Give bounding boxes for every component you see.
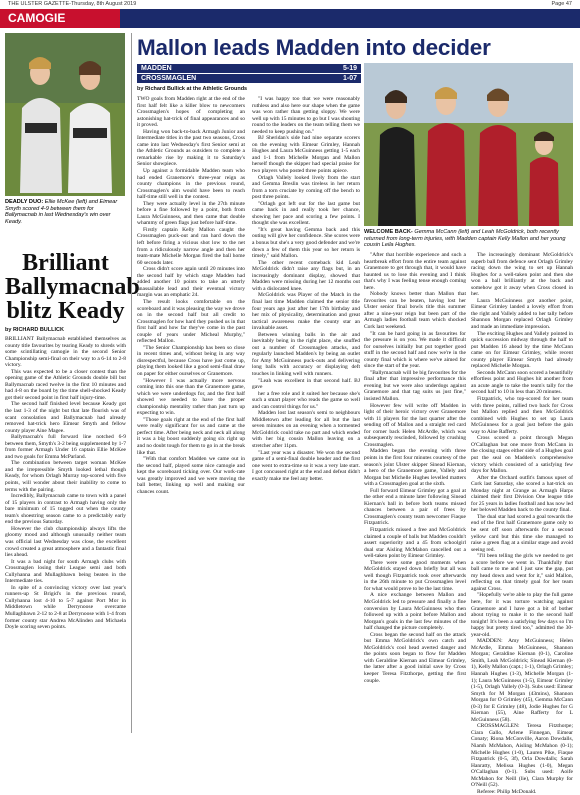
paragraph: Madden began the evening with three points in the first four minutes courtesy of the season's joint Ulster skipper Sinead Kiernan, a hero of the Granemore game, Vallely and Morgan but Michelle Hughes levelled matters with a Crossmaglen goal at the sixth. [364,448,466,488]
paragraph: "It can be hard going in as favourites for the pressure is on you. We made it difficult for ourselves initially but put together good stuff in the second half and now we're in the county final which is where we've aimed for since the start of the year. [364,330,466,370]
main-photo [364,63,573,226]
paragraph: "However I was actually more nervous coming into this one than the Granemore game, which we were underdogs for, and the first half showed we needed to have the proper championship mentality rather than just turn up expecting to win. [137,377,245,417]
paragraph: The dual star had scored a goal towards the end of the first half Granemore game only to be sent off soon afterwards for a second yellow card but this time she managed to raise a green flag at a similar stage and avoid seeing red. [471,513,573,553]
paragraph: "I'll been telling the girls we needed to get a score before we went in. Thankfully that ball came to me and I just saw the gap, put my head down and went for it," said Mallon, reflecting on that timely goal for her team against Cross. [471,553,573,592]
main-story-column-1 [137,96,245,732]
paragraph: A nice exchange between Mallon and McGoldrick led to pressure and finally a fine conversion by Laura McGuinness who then followed up with a point before Mallon and Morgan's goals in the last few minutes of the half changed the picture completely. [364,592,466,632]
paragraph: BRILLIANT Ballymacnab established themselves as county title favourites by tearing Keady to shreds with some scintillating camogie in the second Senior Championship semi-final on their way to a 6-14 to 2-8 victory. [5,336,126,369]
paragraph: Incredibly, Ballymacnab came to town with a panel of 15 players in contrast to Armagh having only the bare minimum of 15 togged out when the county team's shoestring season came to a predictably early end the previous Saturday. [5,493,126,526]
left-photo-caption [5,199,126,225]
paragraph: Cross began the second half on the attack but Emma McGoldrick's own catch and McGoldrick's cool head averted danger and the points soon began to flow for Madden with Geraldine Kiernan and Eimear Grimley, the latter after a good initial save by Cross keeper Teresa Fitzthorpe, getting the first couple. [364,631,466,684]
paragraph: "It's great having Gemma back and this outing will give her confidence. She scores were a bonus but she's a very good defender and we're down a few of them this year so her return is timely," said Mallon. [252,226,360,260]
paragraph: However the club championship always lifts the gloomy mood and although unusually neither team was official last Wednesday was close, the excellent crowd created a great atmosphere and a fantastic final lies ahead. [5,525,126,559]
left-caption-lead: DEADLY DUO: [5,199,44,205]
side-headline: Brilliant Ballymacnab blitz Keady [5,250,140,324]
paragraph: "Ballymacnab will be big favourites for the final after that impressive performance this evening but we were also underdogs against Granemore and that tag suits us just fine," insisted Mallon. [364,369,466,403]
paragraph: Madden lost last season's semi to neighbours Middletown after leading for all but the last seven minutes on an evening when a tormented McGoldrick could take no part and which ended with her big cousin Mallon leaving on a stretcher after 11pm. [252,410,360,449]
side-story-body [5,336,126,732]
main-headline: Mallon leads Madden into decider [137,35,491,60]
main-story-column-3 [364,252,466,732]
main-caption-text: Gemma McCann (left) and Leah McGoldrick, both recently returned from long-term injuries, with Madden captain Kelly Mallon and her young cousin Leila Hughes. [364,229,566,249]
paragraph: However few will write off Madden in light of their heroic victory over Granemore with 11 players for the last quarter after the sending off of Mallon and a straight red card for corner back Helen McArdle, which was subsequently rescinded, followed by crushing Crossmaglen. [364,402,466,448]
paragraph: In spite of a convincing victory over last year's runners-up St Brigid's in the previous round, Cullyhanna lost 4-10 to 5-7 against Port Mor in Middletown while Derrynoose overcame Mullaghbawn 2-12 to 2-8 at Derrynoose with 1-4 from former county star Andrea McAlinden and Michaela Doyle scoring seven points. [5,584,126,631]
paragraph: McGoldrick was Player of the Match in the final last time Madden claimed the senior title four years ago just after her 17th birthday and her mix of physicality, determination and great tactical awareness make the county star an invaluable asset. [252,292,360,332]
score-row-madden [137,64,361,73]
paragraph: Orlagh Vallely looked lively from the start and Gemma Breslin was tireless in her return from a torn cruciate by coming off the bench to post three points. [252,174,360,201]
paragraph: Having won back-to-back Armagh Junior and Intermediate titles in the past two seasons, Cross came into last Wednesday's first Senior semi at the Athletic Grounds as outsiders to complete a remarkable rise by making it to Saturday's Senior showpiece. [137,128,245,168]
paragraph: They were actually level in the 27th minute before a fine followed by a point, both from Laura McGuinness, and then came that double whammy of green flags just before half-time. [137,200,245,227]
paragraph: Ballymacnab's full forward line notched 6-9 between them, Smyth's 3-2 being supplemented by 1-7 from former Armagh Under 16 captain Ellie McKee and two goals for Emma McParland. [5,434,126,460]
paragraph: "I was happy too that we were reasonably ruthless and also here our shape when the game was won rather than getting sloppy. We were well up with 15 minutes to go but I was shouting round to the leaders on the team telling them we needed to keep pushing on." [252,96,360,135]
paragraph: The other recent comeback kid Leah McGoldrick didn't raise any flags but, in an increasingly dominant display, showed that Madden were missing during her 12 months out with a dislocated knee. [252,259,360,292]
section-label: CAMOGIE [0,9,120,28]
paragraph: Firstly captain Kelly Mallon caught the Crossmaglen puck-out and ran hard down the left before firing a vicious shot low to the net from a ridiculously narrow angle and then her team-mate Michelle Morgan fired the ball home 60 seconds later. [137,226,245,266]
paragraph: Referee: Philip McDonald. [477,788,537,795]
side-byline: by RICHARD BULLICK [5,327,64,333]
paragraph: The increasingly dominant McGoldrick's superb ball from defence sent Orlagh Grimley racing down the wing to set up Hannah Hughes for a well-taken point and then she won a ball brilliantly at the back and somehow got it away when Cross closed in her. [471,252,573,298]
paragraph: CROSSMAGLEN: Teresa Fitzthorpe; Ciara Gallo, Arlene Finnegan, Eimear Conaty; Riona McConville, Aaron Dowdalls, Niamh McMahon, Aisling McMahon (0-1); Michelle Hughes (1-0), Lauren Pike, Fiaque Fitzpatrick (0-5, 3f), Orla Dowdalls; Sarah Hanratty, Melissa Hughes (1-0), Megan O'Callaghan (0-1). Subs used: Aoife McMahon for Neill (lie), Ciara Murphy for O'Neill (52). [471,723,573,789]
paragraph: "Hopefully we're able to play the full game here, for it was torture watching against Granemore and I have got a bit of bother about trying to make it to the second half tonight! It's been a satisfying few days so I'm happy but pretty tired too," admitted the 30-year-old. [471,592,573,638]
paragraph: Nobody knows better than Mallon that favourites can be beaten, having lost her Ulster senior final bowls title this summer after a nine-year reign but been part of the Armagh ladies football team which shocked Cork last weekend. [364,291,466,331]
paragraph: The exciting Hughes and Vallely pointed in quick succession midway through the half to put Madden 16 ahead by the time McCann came on for Eimear Grimley, while recent county player Eimear Smyth had already replaced Michelle Morgan. [471,330,573,370]
paragraph: Between winning balls in the air and inevitably being in the right place, she snuffed out a number of Crossmaglen attacks, and regularly launched Madden's by being an outlet for Amy McGuinness puck-outs and delivering long balls with accuracy or displaying deft touches in linking well with runners. [252,331,360,377]
paragraph: Up against a formidable Madden team who had ended Granemore's three-year reign as county champions in the previous round, Crossmaglen's aim would have been to reach half-time still well in the contest. [137,168,245,201]
team-name: MADDEN [141,65,172,72]
page-number: Page 47 [551,1,572,7]
paragraph: "Orlagh got left out for the last game but came back in and really took her chance, showing her pace and scoring a few points. I thought she was excellent. [252,200,360,227]
paragraph: her a free role and it suited her because she's such a smart player who reads the game so well and can control things for us." [252,390,360,410]
main-caption-lead: WELCOME BACK- [364,229,413,235]
paragraph: TWO goals from Madden right at the end of the first half felt like a killer blow to newcomers Crossmaglen's hopes of completing an astonishing hat-trick of final appearances and so it proved. [137,96,245,129]
paragraph: "With that comfort Madden we came out in the second half, played some nice camogie and kept the scoreboard ticking over. Our work-rate was greatly improved and we were moving the ball better, linking up well and making our chances count. [137,456,245,495]
paragraph: Seconds McCann soon scored a beautifully effortless point and Hughes hit another from an acute angle to take the team's tally for the second half to 10 in less than 20 minutes. [471,369,573,396]
column-rule [131,33,132,733]
scoreline [137,64,361,84]
main-byline: by Richard Bullick at the Athletic Grounds [137,86,248,92]
paragraph: It was a bad night for south Armagh clubs with Crossmaglen losing their League semi and both Cullyhanna and Mullaghbawn being beaten in the Intermediate ties. [5,558,126,585]
paragraph: Cross didn't score again until 20 minutes into the second half by which stage Madden had added another 10 points to take an utterly unassailable lead and their eventual victory margin was an emphatic 24. [137,266,245,299]
team-name: CROSSMAGLEN [141,75,197,82]
left-photo [5,33,125,196]
team-score: 5-19 [342,65,357,72]
paragraph: Cross scored a point through Megan O'Callaghan but one more from McCann in the closing stages either side of a Hughes goal put the seal on Madden's comprehensive victory which consisted of a satisfying few days for Mallon. [471,435,573,475]
masthead [0,0,580,8]
main-story-column-4 [471,252,573,795]
paragraph: The combination between target woman McKee and the irrepressible Smyth looked lethal though Keady, for whom Orlagh Murray top-scored with five points, will wonder about their inability to come to terms with the pairing. [5,460,126,493]
team-score: 1-07 [342,75,357,82]
paragraph: There were some good moments when McGoldrick stayed down briefly but all was well though Fitzpatrick took over afterwards in the 26th minute to put Crossmaglen level for what would prove to be the last time. [364,559,466,592]
section-banner [0,9,580,28]
paragraph: "After that horrible experience and such a heartbreak effort from the entire team against Granemore to get through that, it would have haunted us to lose this evening and I think that's why I was feeling tense enough coming here. [364,252,466,291]
paragraph: Fitzpatrick, who top-scored for her team with three points, rallied two back for Cross but Mallon replied and then McGoldrick combined with Hughes to set up Laura McGuinness for a goal just before the gain way to Aine Rafferty. [471,396,573,435]
masthead-date: THE ULSTER GAZETTE-Thursday, 8th August 2019 [8,1,137,7]
paragraph: The second half finished level because Keady got the last 1-3 of the night but that late flourish was of scant consolation and Ballymacnab had already removed hat-trick hero Eimear Smyth and fellow county player Aine Magee. [5,401,126,434]
paragraph: BJ Sheridan's side had nine separate scorers on the evening with Eimear Grimley, Hannah Hughes and Laura McGuinness getting 1-5 each and 1-1 from Michelle Morgan and Mallon herself though the skipper had special praise for two players who posted three points apiece. [252,135,360,175]
paragraph: Full forward Eimear Grimley got a goal at the other end a minute later following Sinead Kiernan's ball in before both teams missed chances between a pair of frees by Crossmaglen's county team newcomer Fiaque Fitzpatrick. [364,487,466,527]
paragraph: "The Senior Championship has been so close in recent times and, without being in any way disrespectful, because Cross have just come up, playing them looked like a good semi-final draw on paper for either ourselves or Granemore. [137,344,245,377]
paragraph: MADDEN: Amy McGuinness; Helen McArdle, Emma McGuinness, Shannon Morgan; Geraldine Kiernan (0-1), Caroline Smith, Leah McGoldrick; Sinead Kiernan (0-1), Kelly Mallon (capt.; 1-1), Orlagh Grimley; Hannah Hughes (1-3), Michelle Morgan (1-1); Laura McGuinness (1-5), Eimear Grimley (1-5), Orlagh Vallely (0-3). Subs used: Eimear Smyth for M Morgan (43mins), Shannon Morgan for O Grimley (45), Gemma McCann (0-3) for E Grimley (48), Jodie Hughes for G Kiernan (55), Aine Rafferty for L McGuinness (58). [471,638,573,723]
main-story-column-2 [252,96,360,732]
paragraph: The result looks comfortable on the scoreboard and it was pleasing the way we drove on in the second half but all credit to Crossmaglen for how hard they pushed us in that first half and how far they've come in the past couple of years under Micheal Murphy," reflected Mallon. [137,298,245,345]
main-photo-caption [364,229,573,249]
paragraph: "Last year was a disaster. We won the second game of a semi-final double header and the first one went to extra-time so it was a very late start. I got concussed right at the end and defeat didn't exactly make me feel any better. [252,449,360,482]
paragraph: "Those goals right at the end of the first half were really significant for us and came at the perfect time. After being neck and neck all along it was a big boost suddenly going six right up and no doubt tough for them to go in at the break like that. [137,416,245,456]
paragraph: "Leah was excellent in that second half. BJ gave [252,377,360,391]
score-row-crossmaglen [137,74,361,83]
paragraph: After the Orchard outfit's famous upset of Cork last Saturday, she scored a hat-trick on Monday night at Grange as Armagh Harps claimed their first Division One league title for 25 years in ladies football and has now led her beloved Madden back to the county final. [471,474,573,514]
paragraph: Laura McGuinness got another point, Eimear Grimley landed a lovely effort from the right and Vallely added to her tally before Shannon Morgan replaced Orlagh Grimley and made an immediate impression. [471,297,573,331]
paragraph: This was expected to be a closer contest than the opening game of the Athletic Grounds double bill but Ballymacnab raced twelve in the first 10 minutes and had 4-8 on the board by the time shell-shocked Keady got their second point in first half injury-time. [5,368,126,401]
paragraph: Fitzpatrick missed a free and McGoldrick claimed a couple of balls but Madden couldn't assert superiority and a 45 from schoolgirl dual star Aisling McMahon cancelled out a well-taken point by Eimear Grimley. [364,526,466,560]
left-caption-text: Ellie McKee (left) and Eimear Smyth scored 4-9 between them for Ballymacnab in last Wednesday's win over Keady. [5,199,118,225]
